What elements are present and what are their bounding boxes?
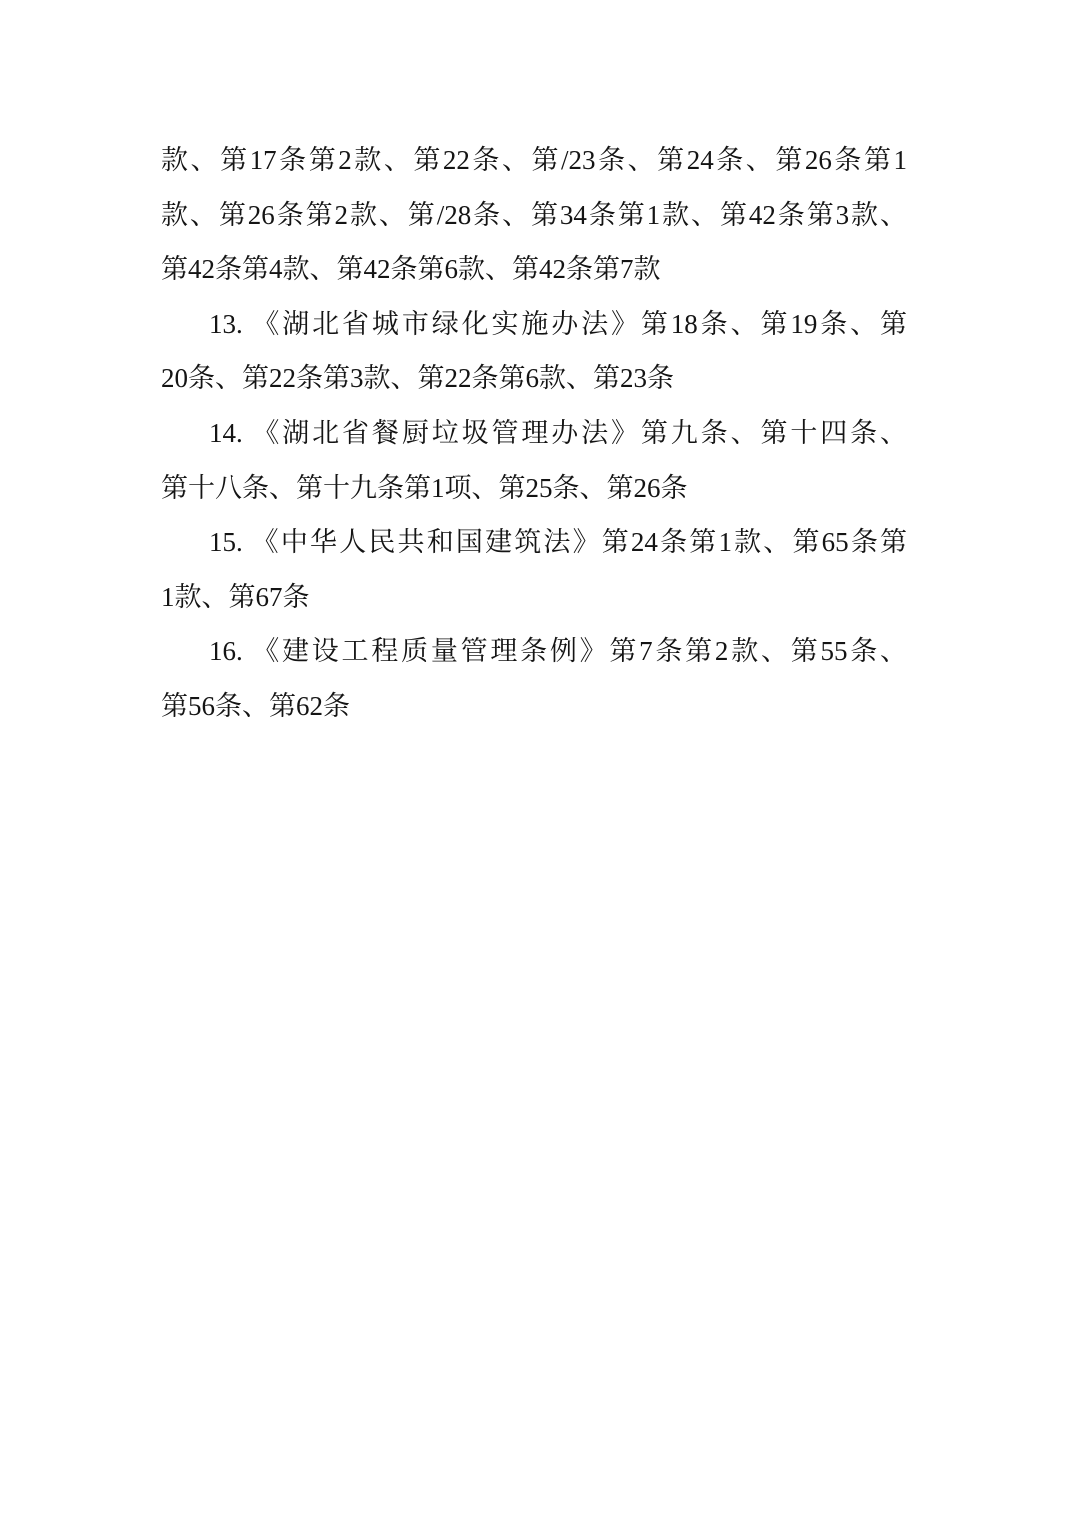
text-line: 16. 《建设工程质量管理条例》第7条第2款、第55条、 (209, 636, 907, 667)
text-line: 20条、第22条第3款、第22条第6款、第23条 (161, 363, 674, 394)
text-line: 14. 《湖北省餐厨垃圾管理办法》第九条、第十四条、 (209, 417, 907, 448)
text-line: 款、第17条第2款、第22条、第/23条、第24条、第26条第1 (161, 145, 907, 175)
text-block (161, 133, 907, 734)
text-line: 第42条第4款、第42条第6款、第42条第7款 (161, 254, 661, 285)
text-line: 第十八条、第十九条第1项、第25条、第26条 (161, 472, 688, 503)
text-line: 款、第26条第2款、第/28条、第34条第1款、第42条第3款、 (161, 199, 907, 230)
text-line: 13. 《湖北省城市绿化实施办法》第18条、第19条、第 (209, 308, 907, 339)
text-line: 15. 《中华人民共和国建筑法》第24条第1款、第65条第 (209, 527, 907, 558)
text-line: 1款、第67条 (161, 581, 310, 612)
text-line: 第56条、第62条 (161, 690, 350, 721)
